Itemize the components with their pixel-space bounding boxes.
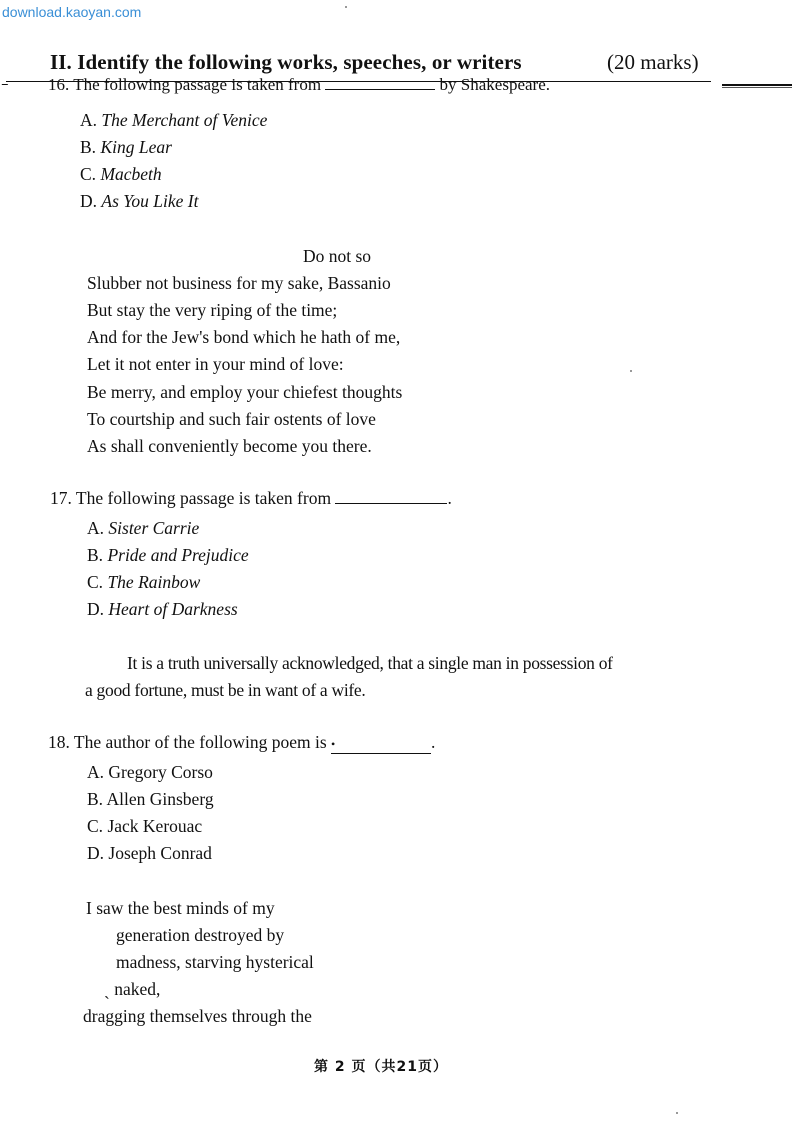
option-text: Jack Kerouac bbox=[107, 816, 203, 836]
q16-stem-after: by Shakespeare. bbox=[439, 75, 551, 94]
option-text: Pride and Prejudice bbox=[107, 545, 249, 565]
q16-option-d bbox=[80, 188, 198, 215]
q16-passage-line: Be merry, and employ your chiefest thoughts bbox=[87, 382, 403, 402]
option-text: Allen Ginsberg bbox=[106, 789, 214, 809]
q18-poem-line: generation destroyed by bbox=[116, 925, 285, 945]
q18-stem-text: 18. The author of the following poem is bbox=[48, 732, 327, 752]
option-letter: D. bbox=[80, 191, 98, 211]
section-marks: (20 marks) bbox=[607, 50, 699, 74]
q18-option-a bbox=[87, 759, 213, 786]
option-letter: C. bbox=[87, 816, 104, 836]
q16-option-b bbox=[80, 134, 172, 161]
option-letter: C. bbox=[87, 572, 104, 592]
option-letter: A. bbox=[87, 518, 105, 538]
q18-option-b bbox=[87, 786, 214, 813]
watermark-link[interactable]: download.kaoyan.com bbox=[2, 4, 142, 20]
q16-option-c bbox=[80, 161, 162, 188]
scan-speck bbox=[630, 370, 632, 372]
section-rule-right bbox=[722, 84, 792, 86]
option-text: Gregory Corso bbox=[108, 762, 213, 782]
q16-option-a bbox=[80, 107, 267, 134]
q16-passage-line: But stay the very riping of the time; bbox=[87, 300, 338, 320]
q16-passage-heading: Do not so bbox=[303, 246, 372, 266]
q16-passage-line: Slubber not business for my sake, Bassanio bbox=[87, 273, 391, 293]
q16-passage-line: To courtship and such fair ostents of love bbox=[87, 409, 376, 429]
section-rule-right-shadow bbox=[722, 87, 792, 88]
q17-option-c bbox=[87, 569, 200, 596]
q16-passage-line: As shall conveniently become you there. bbox=[87, 436, 372, 456]
poem-line-text: naked, bbox=[114, 979, 161, 999]
q17-option-d bbox=[87, 596, 238, 623]
option-letter: A. bbox=[87, 762, 105, 782]
option-text: Macbeth bbox=[100, 164, 162, 184]
option-text: The Rainbow bbox=[107, 572, 201, 592]
q17-option-a bbox=[87, 515, 199, 542]
option-letter: D. bbox=[87, 599, 105, 619]
option-text: As You Like It bbox=[101, 191, 199, 211]
q16-stem bbox=[48, 75, 551, 98]
q16-passage-line: And for the Jew's bond which he hath of me, bbox=[87, 327, 401, 347]
q18-option-d bbox=[87, 840, 212, 867]
q18-poem-line: madness, starving hysterical bbox=[116, 952, 314, 972]
q17-stem-text: 17. The following passage is taken from bbox=[50, 488, 332, 508]
stray-mark: • bbox=[331, 737, 336, 751]
q16-passage-line: Let it not enter in your mind of love: bbox=[87, 354, 344, 374]
q17-passage-line: It is a truth universally acknowledged, that a single man in possession of bbox=[127, 653, 613, 673]
section-title: II. Identify the following works, speeches, or writers bbox=[50, 50, 522, 74]
q18-poem-line-4 bbox=[104, 976, 160, 1003]
option-letter: B. bbox=[80, 137, 97, 157]
q18-poem-line: I saw the best minds of my bbox=[86, 898, 275, 918]
q18-poem-line: dragging themselves through the bbox=[83, 1006, 312, 1026]
option-text: Heart of Darkness bbox=[108, 599, 238, 619]
scan-speck bbox=[676, 1112, 678, 1114]
q16-stem-text: 16. The following passage is taken from bbox=[48, 75, 322, 94]
option-letter: B. bbox=[87, 789, 104, 809]
q18-stem-end: . bbox=[431, 732, 436, 752]
q17-stem-end: . bbox=[447, 488, 452, 508]
stray-mark: ˎ bbox=[104, 979, 110, 999]
q17-passage-line: a good fortune, must be in want of a wife. bbox=[85, 680, 366, 700]
q17-stem bbox=[50, 488, 452, 509]
option-letter: C. bbox=[80, 164, 97, 184]
option-letter: A. bbox=[80, 110, 98, 130]
option-letter: B. bbox=[87, 545, 104, 565]
page-footer: 第 2 页（共21页） bbox=[314, 1059, 448, 1075]
q16-answer-blank bbox=[325, 89, 435, 90]
q17-option-b bbox=[87, 542, 249, 569]
option-text: King Lear bbox=[100, 137, 172, 157]
option-text: Sister Carrie bbox=[108, 518, 200, 538]
option-letter: D. bbox=[87, 843, 105, 863]
scan-speck bbox=[345, 6, 347, 8]
option-text: Joseph Conrad bbox=[108, 843, 212, 863]
q18-answer-blank bbox=[331, 732, 431, 754]
q18-option-c bbox=[87, 813, 202, 840]
q17-answer-blank bbox=[335, 503, 447, 504]
option-text: The Merchant of Venice bbox=[101, 110, 268, 130]
q18-stem bbox=[48, 732, 435, 754]
